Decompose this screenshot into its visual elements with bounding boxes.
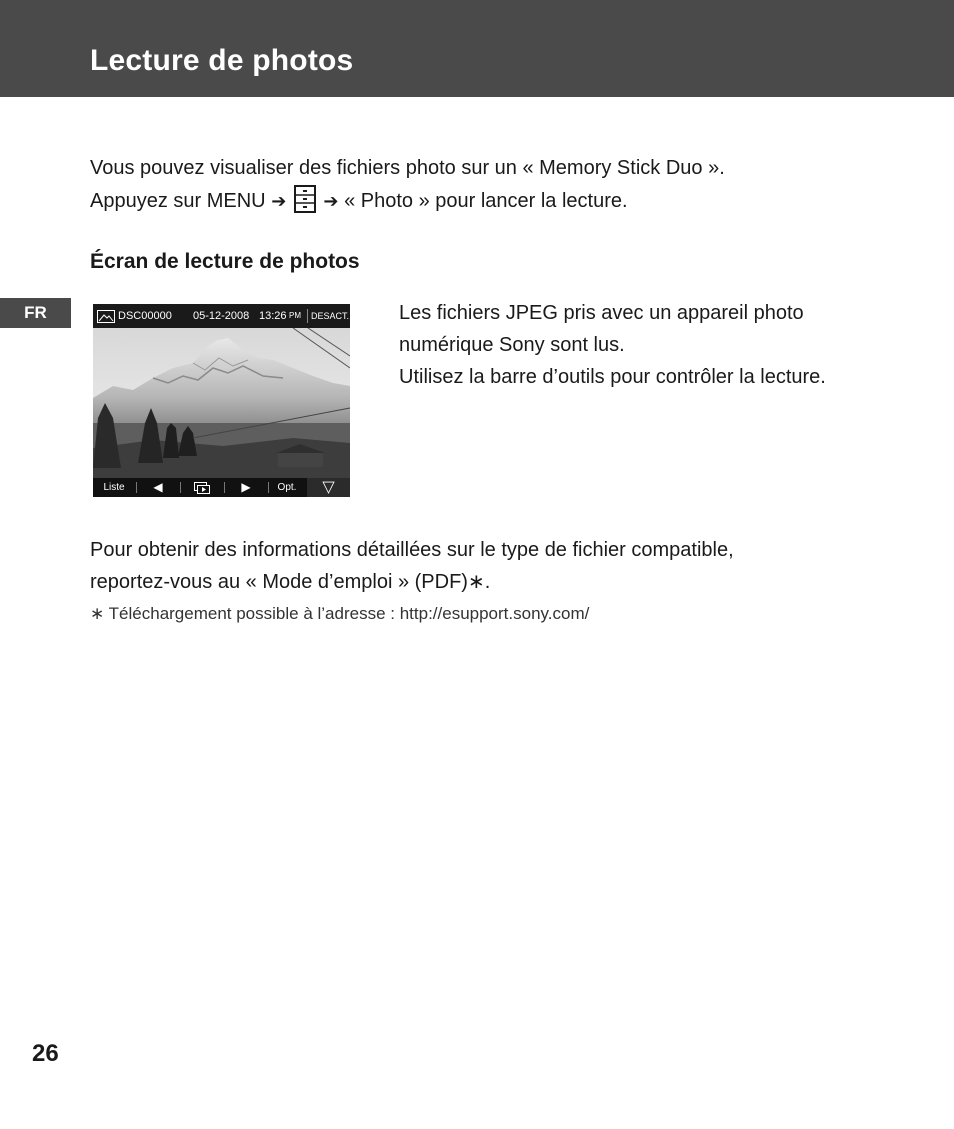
more-info-line-2-text: reportez-vous au « Mode d’emploi » (PDF) bbox=[90, 571, 468, 593]
screen-status-bar bbox=[93, 304, 350, 328]
page-title: Lecture de photos bbox=[90, 44, 354, 77]
screen-description bbox=[399, 297, 826, 393]
more-info-line-1: Pour obtenir des informations détaillées sur le type de fichier compatible, bbox=[90, 539, 734, 561]
language-tab: FR bbox=[0, 298, 71, 328]
footnote bbox=[90, 604, 589, 624]
description-line-3: Utilisez la barre d’outils pour contrôler la lecture. bbox=[399, 366, 826, 388]
more-info-line-2-end: . bbox=[484, 571, 491, 593]
file-name: DSC00000 bbox=[118, 310, 172, 322]
mode-indicator: DESACT. bbox=[311, 311, 350, 321]
playback-toolbar bbox=[93, 478, 350, 497]
intro-line-2-start: Appuyez sur MENU bbox=[90, 190, 266, 212]
slideshow-icon bbox=[194, 482, 210, 494]
mountain-photo bbox=[93, 328, 350, 478]
footnote-asterisk: ∗ bbox=[90, 604, 105, 623]
intro-line-2 bbox=[90, 185, 725, 218]
intro-line-1: Vous pouvez visualiser des fichiers photo sur un « Memory Stick Duo ». bbox=[90, 157, 725, 179]
photo-playback-screen bbox=[93, 304, 350, 497]
page-number: 26 bbox=[32, 1040, 59, 1067]
footnote-mark: ∗ bbox=[467, 571, 485, 593]
section-title: Écran de lecture de photos bbox=[90, 250, 360, 273]
slideshow-button[interactable] bbox=[181, 478, 223, 497]
arrow-icon-2: ➔ bbox=[323, 191, 339, 211]
intro-line-2-end: « Photo » pour lancer la lecture. bbox=[344, 190, 628, 212]
more-info-line-2 bbox=[90, 566, 734, 598]
description-line-1: Les fichiers JPEG pris avec un appareil photo bbox=[399, 302, 804, 324]
description-line-2: numérique Sony sont lus. bbox=[399, 334, 625, 356]
next-button[interactable]: ▶ bbox=[241, 480, 251, 494]
intro-text bbox=[90, 152, 725, 218]
file-date: 05-12-2008 bbox=[193, 310, 250, 322]
options-button[interactable]: Opt. bbox=[277, 482, 297, 493]
list-button[interactable]: Liste bbox=[103, 482, 125, 493]
photo-file-icon bbox=[97, 310, 115, 323]
arrow-icon: ➔ bbox=[271, 191, 287, 211]
previous-button[interactable]: ◀ bbox=[153, 480, 163, 494]
hide-toolbar-button[interactable]: ▽ bbox=[307, 478, 350, 497]
file-ampm: PM bbox=[289, 311, 301, 320]
page-header bbox=[0, 0, 954, 97]
footnote-text: Téléchargement possible à l’adresse : http://esupport.sony.com/ bbox=[104, 604, 590, 623]
more-info-text bbox=[90, 534, 734, 598]
photo-menu-icon bbox=[294, 185, 316, 213]
file-time: 13:26 bbox=[259, 310, 287, 322]
